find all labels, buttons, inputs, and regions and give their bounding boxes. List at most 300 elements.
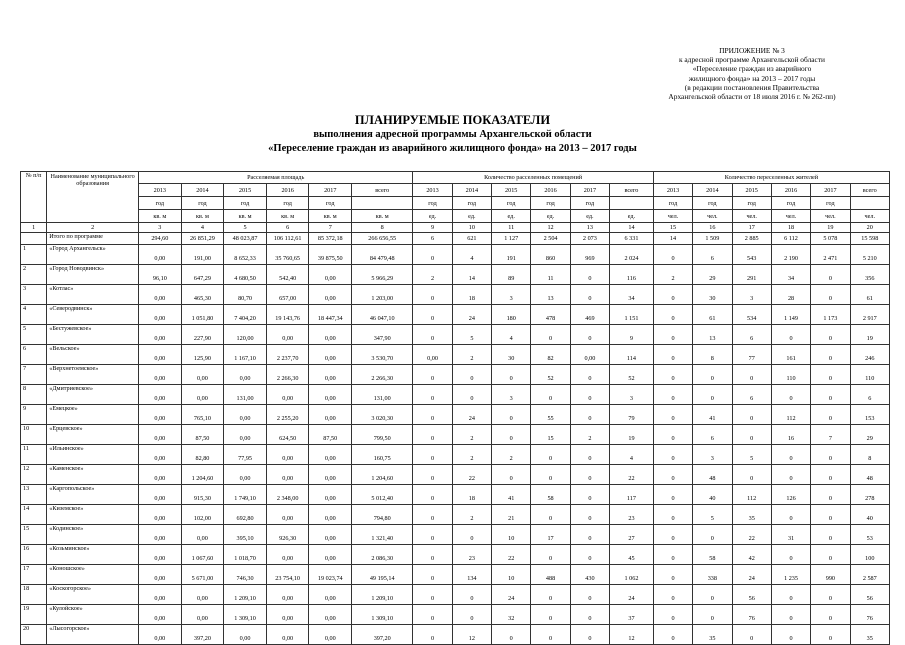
total-value-cell: 15 598 bbox=[850, 233, 889, 245]
value-cell: 0,00 bbox=[309, 485, 352, 505]
year-header-cell: всего bbox=[610, 184, 654, 197]
year-header-cell: 2013 bbox=[653, 184, 692, 197]
row-number: 13 bbox=[21, 485, 47, 505]
value-cell: 9 bbox=[610, 325, 654, 345]
value-cell: 0 bbox=[570, 525, 609, 545]
value-cell: 0,00 bbox=[181, 525, 224, 545]
index-cell: 20 bbox=[850, 223, 889, 233]
value-cell: 0 bbox=[693, 365, 732, 385]
value-cell: 0 bbox=[452, 365, 491, 385]
value-cell: 0,00 bbox=[139, 365, 182, 385]
value-cell: 24 bbox=[452, 405, 491, 425]
index-cell: 14 bbox=[610, 223, 654, 233]
value-cell: 0,00 bbox=[266, 625, 309, 645]
value-cell: 52 bbox=[610, 365, 654, 385]
unit-cell: чел. bbox=[771, 210, 810, 223]
value-cell: 18 bbox=[452, 485, 491, 505]
value-cell: 2 255,20 bbox=[266, 405, 309, 425]
value-cell: 112 bbox=[732, 485, 771, 505]
year-header-cell: 2015 bbox=[492, 184, 531, 197]
value-cell: 0,00 bbox=[224, 405, 267, 425]
value-cell: 12 bbox=[610, 625, 654, 645]
title-line-1: ПЛАНИРУЕМЫЕ ПОКАЗАТЕЛИ bbox=[354, 113, 551, 127]
year-header-cell: 2015 bbox=[224, 184, 267, 197]
value-cell: 3 530,70 bbox=[352, 345, 413, 365]
value-cell: 191 bbox=[492, 245, 531, 265]
value-cell: 5 966,29 bbox=[352, 265, 413, 285]
value-cell: 0 bbox=[452, 585, 491, 605]
total-num-cell bbox=[21, 233, 47, 245]
value-cell: 0,00 bbox=[139, 585, 182, 605]
value-cell: 18 bbox=[452, 285, 491, 305]
value-cell: 2 917 bbox=[850, 305, 889, 325]
value-cell: 76 bbox=[850, 605, 889, 625]
index-cell: 12 bbox=[531, 223, 570, 233]
value-cell: 397,20 bbox=[181, 625, 224, 645]
value-cell: 1 067,60 bbox=[181, 545, 224, 565]
value-cell: 0 bbox=[570, 585, 609, 605]
value-cell: 13 bbox=[693, 325, 732, 345]
value-cell: 41 bbox=[492, 485, 531, 505]
value-cell: 2 587 bbox=[850, 565, 889, 585]
god-cell bbox=[850, 197, 889, 210]
value-cell: 18 447,34 bbox=[309, 305, 352, 325]
appendix-line: ПРИЛОЖЕНИЕ № 3 bbox=[719, 46, 785, 55]
value-cell: 80,70 bbox=[224, 285, 267, 305]
municipality-name: «Коскогорское» bbox=[47, 585, 139, 605]
value-cell: 53 bbox=[850, 525, 889, 545]
value-cell: 0,00 bbox=[266, 445, 309, 465]
value-cell: 23 bbox=[610, 505, 654, 525]
value-cell: 0,00 bbox=[139, 565, 182, 585]
value-cell: 0,00 bbox=[139, 545, 182, 565]
value-cell: 0 bbox=[413, 525, 452, 545]
year-header-cell: 2016 bbox=[531, 184, 570, 197]
total-value-cell: 6 331 bbox=[610, 233, 654, 245]
value-cell: 0 bbox=[492, 365, 531, 385]
value-cell: 0 bbox=[811, 405, 850, 425]
value-cell: 82 bbox=[531, 345, 570, 365]
god-cell: год bbox=[771, 197, 810, 210]
row-number: 14 bbox=[21, 505, 47, 525]
value-cell: 0,00 bbox=[139, 285, 182, 305]
indicators-table bbox=[20, 171, 890, 645]
value-cell: 0,00 bbox=[309, 505, 352, 525]
total-value-cell: 2 504 bbox=[531, 233, 570, 245]
unit-cell: ед. bbox=[610, 210, 654, 223]
value-cell: 0 bbox=[413, 285, 452, 305]
value-cell: 0 bbox=[570, 545, 609, 565]
year-header-cell: всего bbox=[850, 184, 889, 197]
value-cell: 5 bbox=[693, 505, 732, 525]
appendix-line: «Переселение граждан из аварийного bbox=[692, 64, 812, 74]
value-cell: 0 bbox=[811, 465, 850, 485]
value-cell: 0 bbox=[693, 525, 732, 545]
value-cell: 8 652,33 bbox=[224, 245, 267, 265]
value-cell: 23 754,10 bbox=[266, 565, 309, 585]
index-cell: 17 bbox=[732, 223, 771, 233]
value-cell: 0 bbox=[531, 445, 570, 465]
value-cell: 79 bbox=[610, 405, 654, 425]
value-cell: 2 bbox=[452, 445, 491, 465]
index-cell: 18 bbox=[771, 223, 810, 233]
unit-cell: ед. bbox=[413, 210, 452, 223]
row-number: 8 bbox=[21, 385, 47, 405]
header-row-index bbox=[21, 223, 890, 233]
value-cell: 1 151 bbox=[610, 305, 654, 325]
municipality-name: «Коношское» bbox=[47, 565, 139, 585]
value-cell: 31 bbox=[771, 525, 810, 545]
value-cell: 89 bbox=[492, 265, 531, 285]
unit-cell: чел. bbox=[732, 210, 771, 223]
header-row-units bbox=[21, 210, 890, 223]
value-cell: 161 bbox=[771, 345, 810, 365]
value-cell: 657,00 bbox=[266, 285, 309, 305]
value-cell: 5 bbox=[452, 325, 491, 345]
total-value-cell: 6 bbox=[413, 233, 452, 245]
god-cell: год bbox=[413, 197, 452, 210]
value-cell: 4 bbox=[610, 445, 654, 465]
row-number: 2 bbox=[21, 265, 47, 285]
index-cell: 10 bbox=[452, 223, 491, 233]
row-number: 20 bbox=[21, 625, 47, 645]
unit-cell: ед. bbox=[492, 210, 531, 223]
value-cell: 246 bbox=[850, 345, 889, 365]
value-cell: 87,50 bbox=[181, 425, 224, 445]
value-cell: 114 bbox=[610, 345, 654, 365]
title-line-3: «Переселение граждан из аварийного жилищного фонда» на 2013 – 2017 годы bbox=[268, 143, 637, 154]
value-cell: 0,00 bbox=[309, 605, 352, 625]
god-cell: год bbox=[531, 197, 570, 210]
god-cell: год bbox=[181, 197, 224, 210]
total-value-cell: 294,60 bbox=[139, 233, 182, 245]
value-cell: 990 bbox=[811, 565, 850, 585]
value-cell: 0,00 bbox=[309, 545, 352, 565]
value-cell: 22 bbox=[732, 525, 771, 545]
value-cell: 0 bbox=[811, 525, 850, 545]
value-cell: 0,00 bbox=[139, 445, 182, 465]
value-cell: 0 bbox=[570, 385, 609, 405]
header-row-god bbox=[21, 197, 890, 210]
index-cell: 16 bbox=[693, 223, 732, 233]
total-label: Итого по программе bbox=[47, 233, 139, 245]
god-cell: год bbox=[653, 197, 692, 210]
value-cell: 0 bbox=[811, 485, 850, 505]
year-header-cell: 2017 bbox=[570, 184, 609, 197]
municipality-name: «Северодвинск» bbox=[47, 305, 139, 325]
table-row bbox=[21, 365, 890, 385]
value-cell: 6 bbox=[693, 425, 732, 445]
table-row bbox=[21, 425, 890, 445]
value-cell: 3 bbox=[492, 385, 531, 405]
value-cell: 534 bbox=[732, 305, 771, 325]
value-cell: 0 bbox=[413, 505, 452, 525]
value-cell: 0 bbox=[653, 385, 692, 405]
header-group-area: Расселяемая площадь bbox=[139, 172, 413, 184]
unit-cell: кв. м bbox=[181, 210, 224, 223]
value-cell: 6 bbox=[693, 245, 732, 265]
value-cell: 35 760,65 bbox=[266, 245, 309, 265]
value-cell: 0,00 bbox=[309, 265, 352, 285]
value-cell: 0 bbox=[452, 605, 491, 625]
total-value-cell: 6 112 bbox=[771, 233, 810, 245]
municipality-name: «Город Новодвинск» bbox=[47, 265, 139, 285]
value-cell: 0 bbox=[771, 605, 810, 625]
value-cell: 0 bbox=[653, 365, 692, 385]
table-row bbox=[21, 565, 890, 585]
value-cell: 0 bbox=[653, 405, 692, 425]
value-cell: 0 bbox=[653, 625, 692, 645]
value-cell: 0,00 bbox=[181, 365, 224, 385]
total-value-cell: 5 078 bbox=[811, 233, 850, 245]
value-cell: 915,30 bbox=[181, 485, 224, 505]
value-cell: 624,50 bbox=[266, 425, 309, 445]
value-cell: 0,00 bbox=[181, 605, 224, 625]
document-title bbox=[0, 112, 905, 156]
appendix-line: (в редакции постановления Правительства bbox=[684, 82, 820, 92]
value-cell: 0,00 bbox=[266, 505, 309, 525]
value-cell: 0 bbox=[771, 445, 810, 465]
value-cell: 58 bbox=[531, 485, 570, 505]
value-cell: 0 bbox=[771, 545, 810, 565]
table-row bbox=[21, 525, 890, 545]
value-cell: 34 bbox=[610, 285, 654, 305]
value-cell: 0 bbox=[413, 365, 452, 385]
value-cell: 347,90 bbox=[352, 325, 413, 345]
index-cell: 7 bbox=[309, 223, 352, 233]
value-cell: 0 bbox=[492, 625, 531, 645]
total-value-cell: 14 bbox=[653, 233, 692, 245]
value-cell: 35 bbox=[732, 505, 771, 525]
value-cell: 58 bbox=[693, 545, 732, 565]
value-cell: 1 309,10 bbox=[224, 605, 267, 625]
value-cell: 0 bbox=[570, 605, 609, 625]
value-cell: 0,00 bbox=[139, 605, 182, 625]
value-cell: 19 143,76 bbox=[266, 305, 309, 325]
value-cell: 84 479,48 bbox=[352, 245, 413, 265]
unit-cell: кв. м bbox=[224, 210, 267, 223]
value-cell: 969 bbox=[570, 245, 609, 265]
value-cell: 77 bbox=[732, 345, 771, 365]
value-cell: 30 bbox=[492, 345, 531, 365]
value-cell: 0 bbox=[531, 325, 570, 345]
value-cell: 0 bbox=[570, 505, 609, 525]
value-cell: 860 bbox=[531, 245, 570, 265]
value-cell: 12 bbox=[452, 625, 491, 645]
value-cell: 14 bbox=[452, 265, 491, 285]
value-cell: 0 bbox=[811, 545, 850, 565]
year-header-cell: 2015 bbox=[732, 184, 771, 197]
value-cell: 48 bbox=[693, 465, 732, 485]
total-value-cell: 1 509 bbox=[693, 233, 732, 245]
value-cell: 0,00 bbox=[224, 425, 267, 445]
table-row bbox=[21, 465, 890, 485]
value-cell: 100 bbox=[850, 545, 889, 565]
value-cell: 356 bbox=[850, 265, 889, 285]
value-cell: 96,10 bbox=[139, 265, 182, 285]
value-cell: 0 bbox=[570, 465, 609, 485]
value-cell: 0,00 bbox=[139, 485, 182, 505]
god-cell: год bbox=[732, 197, 771, 210]
value-cell: 39 875,50 bbox=[309, 245, 352, 265]
row-number: 7 bbox=[21, 365, 47, 385]
value-cell: 0,00 bbox=[266, 605, 309, 625]
value-cell: 0,00 bbox=[570, 345, 609, 365]
value-cell: 40 bbox=[850, 505, 889, 525]
value-cell: 0 bbox=[653, 425, 692, 445]
value-cell: 0 bbox=[413, 425, 452, 445]
value-cell: 0,00 bbox=[266, 585, 309, 605]
value-cell: 0,00 bbox=[309, 365, 352, 385]
row-number: 11 bbox=[21, 445, 47, 465]
value-cell: 0,00 bbox=[309, 325, 352, 345]
row-number: 5 bbox=[21, 325, 47, 345]
value-cell: 0 bbox=[570, 265, 609, 285]
value-cell: 5 012,40 bbox=[352, 485, 413, 505]
value-cell: 4 680,50 bbox=[224, 265, 267, 285]
value-cell: 2 266,30 bbox=[266, 365, 309, 385]
value-cell: 0 bbox=[811, 385, 850, 405]
value-cell: 0,00 bbox=[266, 385, 309, 405]
municipality-name: «Бестужевское» bbox=[47, 325, 139, 345]
value-cell: 5 671,00 bbox=[181, 565, 224, 585]
row-number: 18 bbox=[21, 585, 47, 605]
value-cell: 0 bbox=[413, 625, 452, 645]
value-cell: 0 bbox=[531, 625, 570, 645]
value-cell: 2 024 bbox=[610, 245, 654, 265]
value-cell: 0 bbox=[570, 625, 609, 645]
value-cell: 0 bbox=[413, 585, 452, 605]
value-cell: 1 204,60 bbox=[352, 465, 413, 485]
value-cell: 1 018,70 bbox=[224, 545, 267, 565]
value-cell: 1 051,80 bbox=[181, 305, 224, 325]
value-cell: 126 bbox=[771, 485, 810, 505]
value-cell: 0 bbox=[413, 545, 452, 565]
value-cell: 8 bbox=[850, 445, 889, 465]
value-cell: 0,00 bbox=[139, 325, 182, 345]
value-cell: 191,00 bbox=[181, 245, 224, 265]
municipality-name: «Кулойское» bbox=[47, 605, 139, 625]
table-row bbox=[21, 325, 890, 345]
value-cell: 0 bbox=[693, 585, 732, 605]
value-cell: 0 bbox=[811, 265, 850, 285]
value-cell: 0 bbox=[811, 365, 850, 385]
god-cell bbox=[352, 197, 413, 210]
index-cell: 1 bbox=[21, 223, 47, 233]
value-cell: 0 bbox=[531, 585, 570, 605]
value-cell: 37 bbox=[610, 605, 654, 625]
value-cell: 0 bbox=[570, 485, 609, 505]
unit-cell: чел. bbox=[693, 210, 732, 223]
value-cell: 0 bbox=[570, 325, 609, 345]
value-cell: 765,10 bbox=[181, 405, 224, 425]
value-cell: 338 bbox=[693, 565, 732, 585]
value-cell: 17 bbox=[531, 525, 570, 545]
value-cell: 28 bbox=[771, 285, 810, 305]
value-cell: 1 149 bbox=[771, 305, 810, 325]
value-cell: 2 190 bbox=[771, 245, 810, 265]
value-cell: 0,00 bbox=[139, 505, 182, 525]
value-cell: 0,00 bbox=[266, 325, 309, 345]
value-cell: 0 bbox=[811, 325, 850, 345]
value-cell: 125,90 bbox=[181, 345, 224, 365]
value-cell: 0 bbox=[452, 525, 491, 545]
value-cell: 61 bbox=[850, 285, 889, 305]
row-number: 12 bbox=[21, 465, 47, 485]
value-cell: 1 203,00 bbox=[352, 285, 413, 305]
index-cell: 3 bbox=[139, 223, 182, 233]
value-cell: 5 210 bbox=[850, 245, 889, 265]
value-cell: 1 204,60 bbox=[181, 465, 224, 485]
table-row bbox=[21, 265, 890, 285]
municipality-name: «Котлас» bbox=[47, 285, 139, 305]
value-cell: 746,30 bbox=[224, 565, 267, 585]
year-header-cell: 2016 bbox=[771, 184, 810, 197]
value-cell: 19 bbox=[850, 325, 889, 345]
value-cell: 0,00 bbox=[139, 465, 182, 485]
value-cell: 6 bbox=[732, 325, 771, 345]
value-cell: 0,00 bbox=[181, 585, 224, 605]
index-cell: 15 bbox=[653, 223, 692, 233]
value-cell: 0,00 bbox=[309, 345, 352, 365]
municipality-name: «Город Архангельск» bbox=[47, 245, 139, 265]
value-cell: 19 bbox=[610, 425, 654, 445]
value-cell: 134 bbox=[452, 565, 491, 585]
value-cell: 2 bbox=[492, 445, 531, 465]
table-row bbox=[21, 345, 890, 365]
index-cell: 11 bbox=[492, 223, 531, 233]
value-cell: 0,00 bbox=[309, 625, 352, 645]
value-cell: 2 bbox=[570, 425, 609, 445]
god-cell: год bbox=[811, 197, 850, 210]
value-cell: 0 bbox=[492, 425, 531, 445]
value-cell: 45 bbox=[610, 545, 654, 565]
value-cell: 0,00 bbox=[181, 385, 224, 405]
value-cell: 7 bbox=[811, 425, 850, 445]
god-cell: год bbox=[570, 197, 609, 210]
god-cell: год bbox=[492, 197, 531, 210]
value-cell: 19 023,74 bbox=[309, 565, 352, 585]
value-cell: 0,00 bbox=[309, 385, 352, 405]
value-cell: 469 bbox=[570, 305, 609, 325]
value-cell: 0 bbox=[653, 325, 692, 345]
value-cell: 1 749,10 bbox=[224, 485, 267, 505]
table-row bbox=[21, 245, 890, 265]
value-cell: 0 bbox=[653, 465, 692, 485]
header-num: № п/п bbox=[21, 172, 47, 223]
value-cell: 29 bbox=[850, 425, 889, 445]
value-cell: 0 bbox=[653, 525, 692, 545]
municipality-name: «Киземское» bbox=[47, 505, 139, 525]
god-cell: год bbox=[139, 197, 182, 210]
value-cell: 0,00 bbox=[309, 465, 352, 485]
unit-cell: ед. bbox=[452, 210, 491, 223]
table-row bbox=[21, 385, 890, 405]
header-row-groups bbox=[21, 172, 890, 184]
value-cell: 0 bbox=[653, 305, 692, 325]
value-cell: 110 bbox=[771, 365, 810, 385]
year-header-cell: 2014 bbox=[181, 184, 224, 197]
value-cell: 0 bbox=[653, 565, 692, 585]
header-group-people: Количество переселенных жителей bbox=[653, 172, 889, 184]
value-cell: 488 bbox=[531, 565, 570, 585]
value-cell: 0,00 bbox=[413, 345, 452, 365]
value-cell: 2 bbox=[452, 505, 491, 525]
value-cell: 0 bbox=[811, 585, 850, 605]
municipality-name: «Дмитриевское» bbox=[47, 385, 139, 405]
value-cell: 3 bbox=[610, 385, 654, 405]
value-cell: 76 bbox=[732, 605, 771, 625]
